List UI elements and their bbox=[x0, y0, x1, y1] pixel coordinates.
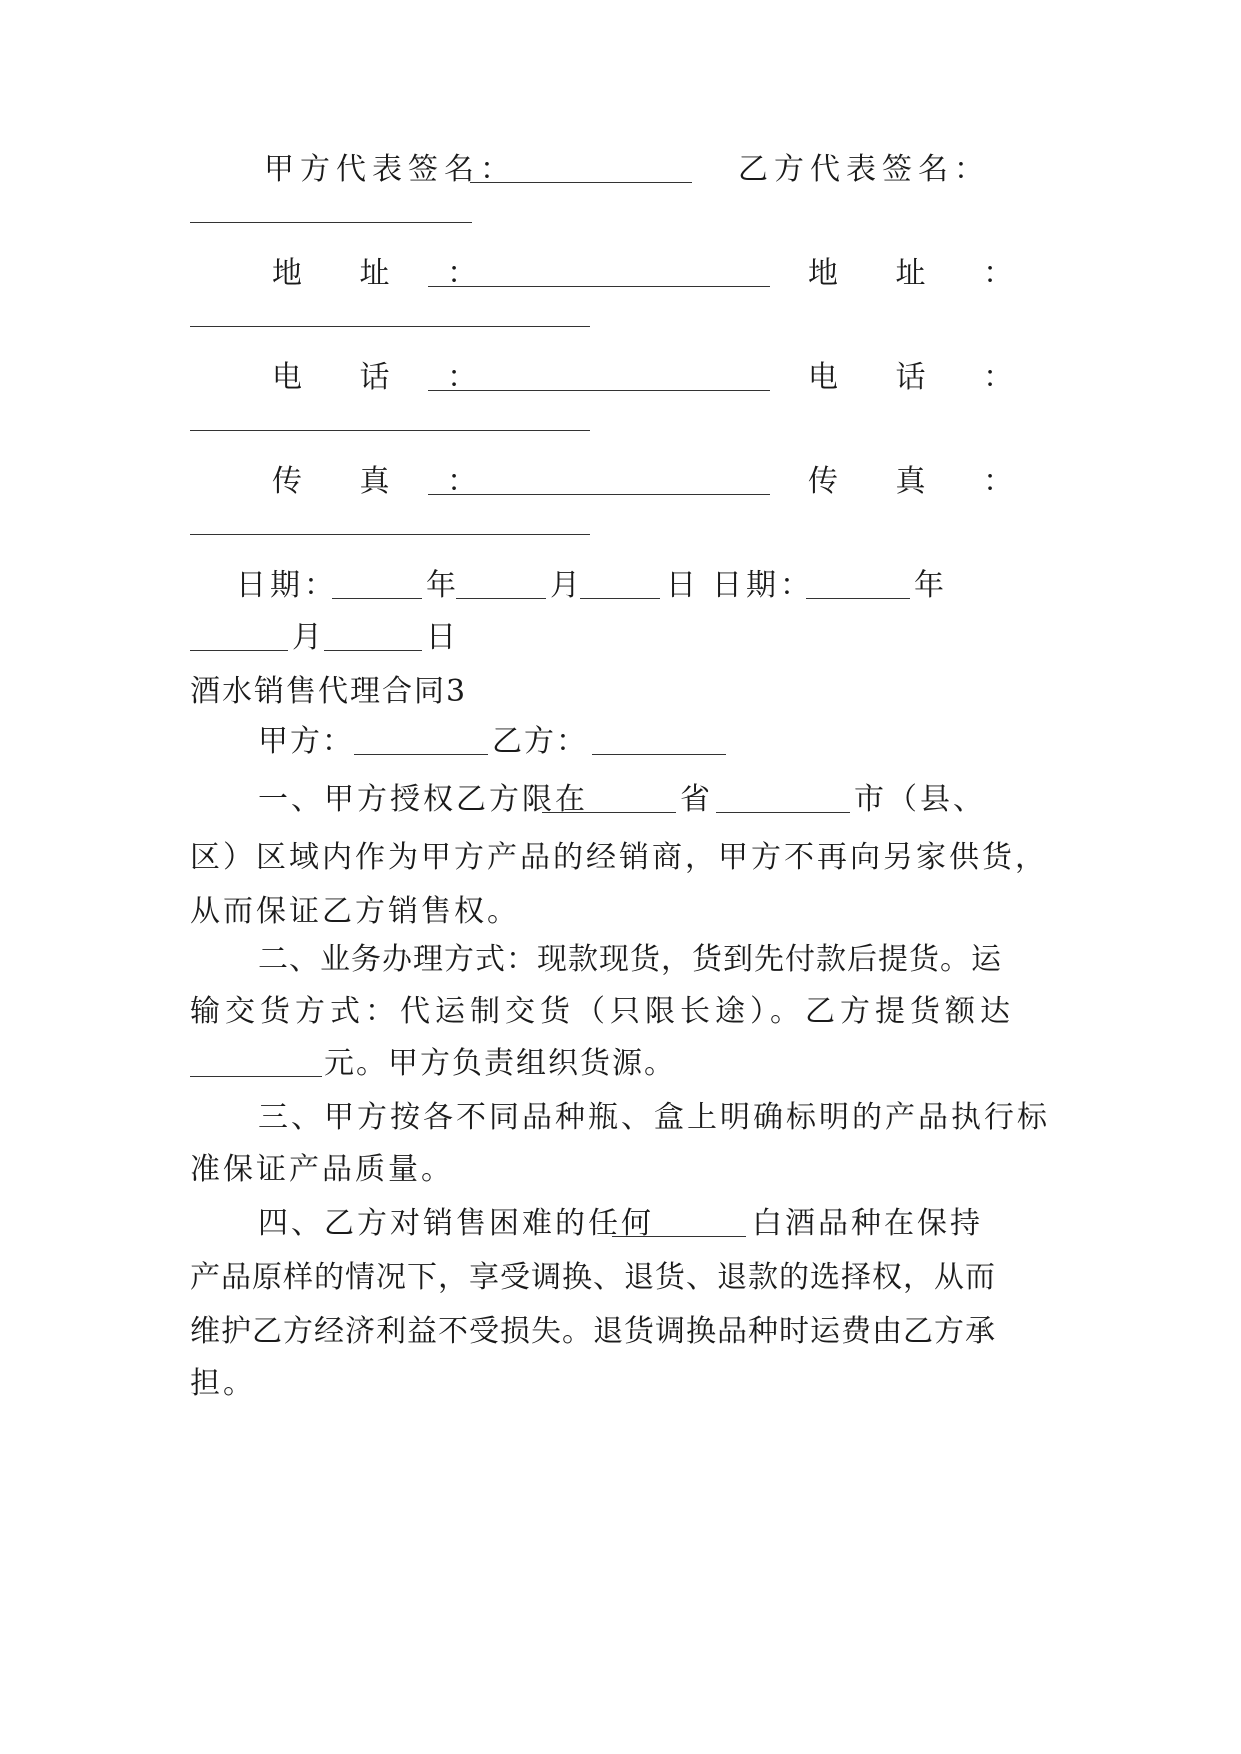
clause-3-text-1: 三、甲方按各不同品种瓶、盒上明确标明的产品执行标 bbox=[258, 1100, 1050, 1135]
fax-label-a: 传 真 ： bbox=[272, 464, 502, 499]
city-blank[interactable] bbox=[716, 782, 850, 813]
year-a-blank[interactable] bbox=[332, 568, 422, 599]
address-label-b: 地 址 ： bbox=[808, 256, 1038, 291]
clause-1-text-a: 一、甲方授权乙方限在 bbox=[258, 782, 588, 817]
date-b-label: 日期： bbox=[712, 568, 814, 603]
day-b-label: 日 bbox=[426, 620, 456, 655]
fax-a-blank[interactable] bbox=[428, 464, 770, 495]
clause-4-line-2: 产品原样的情况下，享受调换、退货、退款的选择权，从而 bbox=[190, 1260, 996, 1295]
year-b-blank[interactable] bbox=[806, 568, 910, 599]
day-b-blank[interactable] bbox=[324, 620, 422, 651]
clause-2-text-1: 二、业务办理方式：现款现货，货到先付款后提货。运 bbox=[258, 942, 1002, 977]
day-a-label: 日 bbox=[666, 568, 696, 603]
party-a-rep-blank[interactable] bbox=[470, 152, 692, 183]
month-b-blank[interactable] bbox=[190, 620, 288, 651]
fax-label-b: 传 真 ： bbox=[808, 464, 1038, 499]
party-b-blank[interactable] bbox=[592, 724, 726, 755]
year-a-label: 年 bbox=[426, 568, 456, 603]
month-a-label: 月 bbox=[550, 568, 580, 603]
variety-blank[interactable] bbox=[612, 1206, 746, 1237]
clause-1-line-3: 从而保证乙方销售权。 bbox=[190, 894, 520, 929]
clause-4-text-b: 白酒品种在保持 bbox=[752, 1206, 983, 1241]
clause-2-text-3: 元。甲方负责组织货源。 bbox=[324, 1046, 676, 1081]
party-b-label: 乙方： bbox=[492, 724, 588, 759]
contract-title: 酒水销售代理合同3 bbox=[190, 674, 468, 709]
clause-4-line-3: 维护乙方经济利益不受损失。退货调换品种时运费由乙方承 bbox=[190, 1314, 996, 1349]
party-a-rep-label: 甲方代表签名： bbox=[264, 152, 516, 187]
party-b-rep-blank[interactable] bbox=[190, 222, 472, 223]
phone-label-a: 电 话 ： bbox=[272, 360, 502, 395]
clause-4-text-a: 四、乙方对销售困难的任何 bbox=[258, 1206, 654, 1241]
phone-label-b: 电 话 ： bbox=[808, 360, 1038, 395]
clause-1-text-b: 省 bbox=[680, 782, 710, 817]
clause-2-line-2: 输交货方式：代运制交货（只限长途）。乙方提货额达 bbox=[190, 994, 1015, 1029]
party-a-blank[interactable] bbox=[354, 724, 488, 755]
clause-1-text-c: 市（县、 bbox=[854, 782, 986, 817]
fax-b-blank[interactable] bbox=[190, 534, 590, 535]
province-blank[interactable] bbox=[542, 782, 676, 813]
month-b-label: 月 bbox=[292, 620, 322, 655]
day-a-blank[interactable] bbox=[580, 568, 660, 599]
party-a-label: 甲方： bbox=[258, 724, 354, 759]
month-a-blank[interactable] bbox=[456, 568, 546, 599]
date-a-label: 日期： bbox=[236, 568, 338, 603]
amount-blank[interactable] bbox=[190, 1046, 322, 1077]
address-label-a: 地 址 ： bbox=[272, 256, 502, 291]
clause-1-line-2: 区）区域内作为甲方产品的经销商，甲方不再向另家供货， bbox=[190, 840, 1048, 875]
clause-4-line-4: 担。 bbox=[190, 1366, 256, 1401]
clause-3-line-2: 准保证产品质量。 bbox=[190, 1152, 454, 1187]
phone-a-blank[interactable] bbox=[428, 360, 770, 391]
address-b-blank[interactable] bbox=[190, 326, 590, 327]
party-b-rep-label: 乙方代表签名： bbox=[738, 152, 990, 187]
year-b-label: 年 bbox=[914, 568, 944, 603]
phone-b-blank[interactable] bbox=[190, 430, 590, 431]
address-a-blank[interactable] bbox=[428, 256, 770, 287]
